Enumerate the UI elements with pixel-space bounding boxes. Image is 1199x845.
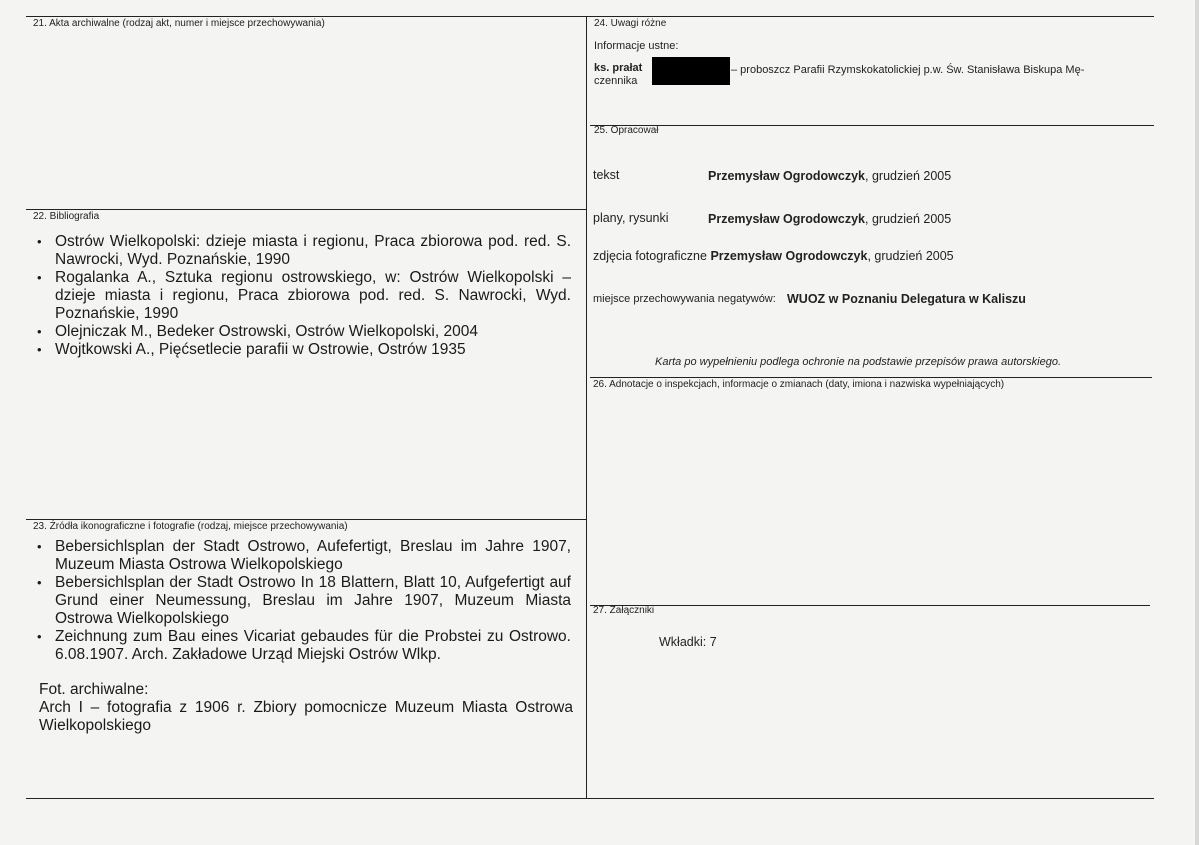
scan-edge (1195, 0, 1199, 845)
bibliography-item: • Olejniczak M., Bedeker Ostrowski, Ostrów Wielkopolski, 2004 (33, 323, 571, 341)
divider-24-25 (590, 125, 1154, 126)
negatives-storage-key: miejsce przechowywania negatywów: (593, 293, 776, 305)
field-26-label: 26. Adnotacje o inspekcjach, informacje o zmianach (daty, imiona i nazwiska wypełniających) (593, 379, 1005, 390)
field-21-label: 21. Akta archiwalne (rodzaj akt, numer i miejsce przechowywania) (33, 18, 325, 29)
author-name: Przemysław Ogrodowczyk (708, 212, 866, 226)
priest-description-cont: czennika (594, 75, 638, 87)
credit-plans-key: plany, rysunki (593, 211, 669, 225)
attachments-value: Wkładki: 7 (659, 635, 717, 649)
divider-25-26 (590, 377, 1152, 378)
iconography-list (33, 538, 571, 664)
field-24-label: 24. Uwagi różne (594, 18, 667, 29)
author-date: , grudzień 2005 (865, 212, 952, 226)
column-divider (586, 16, 587, 798)
negatives-storage-value: WUOZ w Poznaniu Delegatura w Kaliszu (787, 292, 1026, 306)
credit-plans-value (708, 212, 951, 226)
field-22-label: 22. Bibliografia (33, 211, 100, 222)
iconography-item: • Bebersichlsplan der Stadt Ostrowo, Aufefertigt, Breslau im Jahre 1907, Muzeum Miasta Ostrowa Wielkopolskiego (33, 538, 571, 574)
credit-text-value (708, 169, 951, 183)
credit-photos-key: zdjęcia fotograficzne (593, 249, 707, 263)
field-23-label: 23. Źródła ikonograficzne i fotografie (rodzaj, miejsce przechowywania) (33, 521, 348, 532)
bottom-border (26, 798, 1154, 799)
credit-text-key: tekst (593, 168, 620, 182)
archival-photos-text: Arch I – fotografia z 1906 r. Zbiory pomocnicze Muzeum Miasta Ostrowa Wielkopolskiego (39, 699, 573, 734)
credit-photos-row (593, 249, 954, 263)
divider-26-27 (590, 605, 1150, 606)
author-name: Przemysław Ogrodowczyk (710, 249, 868, 263)
field-27-label: 27. Załączniki (593, 605, 655, 616)
archival-photos-heading: Fot. archiwalne: (39, 681, 149, 698)
bibliography-item: • Rogalanka A., Sztuka regionu ostrowskiego, w: Ostrów Wielkopolski – dzieje miasta i regionu, Praca zbiorowa pod. red. S. Nawrocki, Wyd. Poznańskie, 1990 (33, 269, 571, 323)
top-border-left (26, 16, 586, 17)
iconography-item: • Zeichnung zum Bau eines Vicariat gebaudes für die Probstei zu Ostrowo. 6.08.1907. Arch. Zakładowe Urząd Miejski Ostrów Wlkp. (33, 628, 571, 664)
divider-21-22 (26, 209, 586, 210)
bibliography-item: • Wojtkowski A., Pięćsetlecie parafii w Ostrowie, Ostrów 1935 (33, 341, 571, 359)
bibliography-item: • Ostrów Wielkopolski: dzieje miasta i regionu, Praca zbiorowa pod. red. S. Nawrocki, Wyd. Poznańskie, 1990 (33, 233, 571, 269)
field-25-label: 25. Opracował (594, 125, 659, 136)
iconography-item: • Bebersichlsplan der Stadt Ostrowo In 18 Blattern, Blatt 10, Aufgefertigt auf Grund einer Neumessung, Breslau im Jahre 1907, Muzeum Miasta Ostrowa Wielkopolskiego (33, 574, 571, 628)
oral-info-label: Informacje ustne: (594, 40, 679, 52)
bibliography-list (33, 233, 571, 359)
divider-22-23 (26, 519, 586, 520)
author-date: , grudzień 2005 (865, 169, 952, 183)
priest-title: ks. prałat (594, 62, 643, 74)
author-date: , grudzień 2005 (867, 249, 954, 263)
copyright-notice: Karta po wypełnieniu podlega ochronie na podstawie przepisów prawa autorskiego. (655, 356, 1062, 368)
author-name: Przemysław Ogrodowczyk (708, 169, 866, 183)
top-border-right (586, 16, 1154, 17)
redacted-name (652, 57, 730, 85)
priest-description: – proboszcz Parafii Rzymskokatolickiej p.w. Św. Stanisława Biskupa Mę- (731, 64, 1085, 76)
